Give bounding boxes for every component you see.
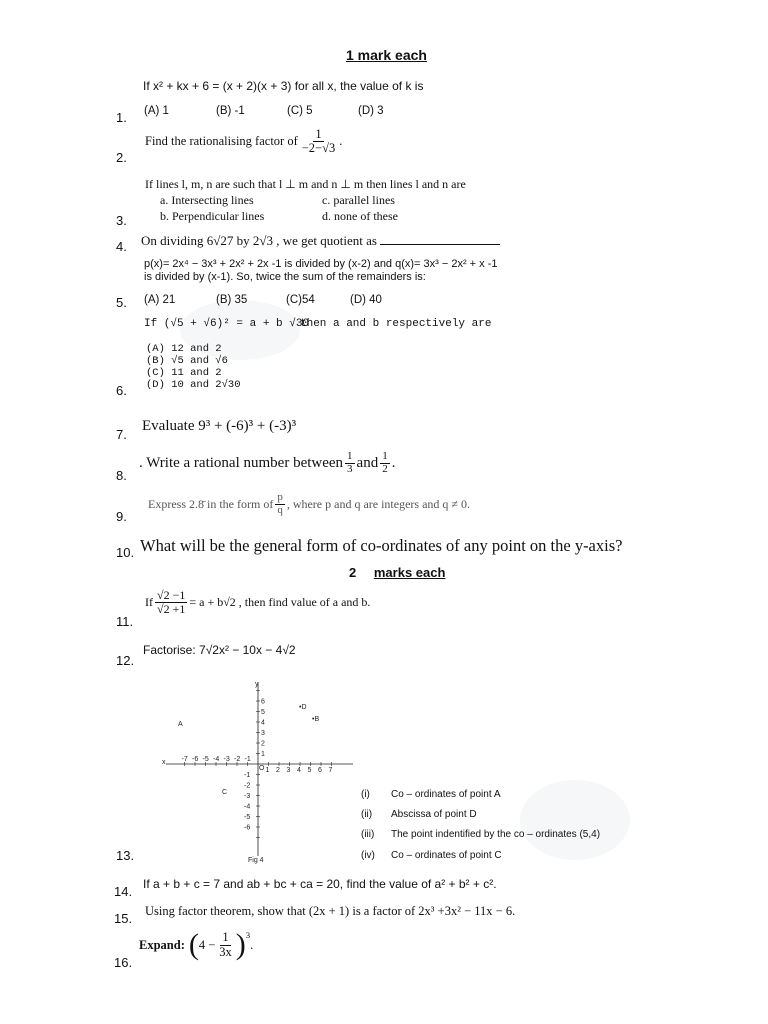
- q16-end: .: [250, 937, 254, 952]
- q9-text-end: , where p and q are integers and q ≠ 0.: [286, 496, 470, 511]
- x-axis-tick-label: -6: [192, 756, 199, 763]
- y-axis-tick-label: 1: [261, 751, 265, 758]
- q4-text: On dividing 6√27 by 2√3 , we get quotient as: [141, 233, 377, 248]
- question-number: 14.: [114, 884, 133, 899]
- q9-fraction-denominator: q: [277, 503, 283, 516]
- q13-part-3-roman: (iii): [361, 829, 375, 840]
- q9-stem: [148, 492, 470, 516]
- q8-fraction-1-numerator: 1: [347, 450, 353, 462]
- graph-point-d: •D: [299, 704, 307, 711]
- question-number: 7.: [116, 427, 127, 442]
- q6-stem-a: If (√5 + √6)² = a + b √30: [144, 318, 310, 330]
- y-axis-tick-label: -6: [244, 824, 251, 832]
- q6-stem-b: then a and b respectively are: [300, 318, 492, 330]
- q12-text: Factorise: 7√2x² − 10x − 4√2: [143, 643, 296, 657]
- q5-option-a: (A) 21: [144, 294, 176, 306]
- x-axis-tick-label: 7: [328, 767, 333, 774]
- x-axis-tick-label: -4: [213, 756, 220, 763]
- question-number: 10.: [116, 545, 135, 560]
- graph-point-a: A: [178, 721, 183, 728]
- q1-option-b: (B) -1: [216, 105, 245, 117]
- q2-fraction-numerator: 1: [315, 127, 322, 141]
- q13-part-1-text: Co – ordinates of point A: [391, 789, 501, 800]
- question-number: 11.: [116, 614, 134, 629]
- graph-point-b: •B: [312, 716, 320, 723]
- q6-option-a: (A) 12 and 2: [146, 343, 222, 355]
- y-axis-tick-label: 2: [261, 740, 265, 748]
- q3-stem: If lines l, m, n are such that l ⊥ m and n ⊥ m then lines l and n are: [145, 177, 466, 191]
- q8-fraction-2: [380, 451, 390, 475]
- q5-option-d: (D) 40: [350, 294, 382, 306]
- q13-part-1-roman: (i): [361, 789, 370, 800]
- q1-stem: If x² + kx + 6 = (x + 2)(x + 3) for all x, the value of k is: [143, 79, 424, 93]
- question-number: 13.: [116, 848, 135, 863]
- y-axis-tick-label: 5: [261, 709, 265, 716]
- q13-part-4-text: Co – ordinates of point C: [391, 850, 502, 861]
- question-number: 8.: [116, 468, 127, 483]
- q8-fraction-2-denominator: 2: [382, 462, 388, 475]
- q16-right-paren: ): [235, 928, 246, 961]
- section-header-two-marks: [349, 565, 445, 580]
- q2-stem: [145, 128, 342, 155]
- q8-fraction-2-numerator: 1: [382, 450, 388, 462]
- graph-origin-label: O: [259, 765, 265, 772]
- section-header-one-mark: 1 mark each: [346, 47, 427, 63]
- question-number: 2.: [116, 150, 127, 165]
- y-axis-tick-label: 4: [261, 719, 265, 727]
- q8-and: and: [356, 454, 379, 471]
- q7-text: Evaluate 9³ + (-6)³ + (-3)³: [142, 418, 297, 434]
- question-number: 4.: [116, 239, 127, 254]
- x-axis-tick-label: -2: [234, 756, 241, 763]
- y-axis-tick-label: 3: [261, 730, 265, 737]
- q2-fraction: [300, 128, 337, 155]
- q8-stem: [139, 451, 395, 475]
- q11-if: If: [145, 594, 153, 609]
- q16-fraction-denominator: 3x: [219, 944, 232, 959]
- q13-part-3-text: The point indentified by the co – ordinates (5,4): [391, 829, 601, 840]
- y-axis-tick-label: 6: [261, 698, 265, 706]
- q8-fraction-1: [345, 451, 355, 475]
- q15-text: Using factor theorem, show that (2x + 1) is a factor of 2x³ +3x² − 11x − 6.: [145, 904, 516, 918]
- q8-text: . Write a rational number between: [139, 454, 344, 471]
- y-axis-tick-label: -4: [244, 803, 251, 811]
- y-axis-tick-label: -2: [244, 782, 251, 790]
- q3-option-b: b. Perpendicular lines: [160, 209, 265, 223]
- question-number: 1.: [116, 110, 127, 125]
- question-number: 16.: [114, 955, 133, 970]
- q1-option-d: (D) 3: [358, 105, 384, 117]
- q11-text: = a + b√2 , then find value of a and b.: [189, 594, 371, 609]
- q13-part-4-roman: (iv): [361, 850, 375, 861]
- x-axis-tick-label: 6: [318, 767, 322, 774]
- q3-option-c: c. parallel lines: [322, 193, 395, 207]
- q3-option-d: d. none of these: [322, 209, 398, 223]
- x-axis-tick-label: 2: [276, 767, 280, 774]
- q6-option-b: (B) √5 and √6: [146, 355, 228, 367]
- question-number: 3.: [116, 213, 127, 228]
- q16-whole: 4 −: [198, 937, 216, 952]
- q11-fraction: [155, 589, 187, 615]
- q6-option-c: (C) 11 and 2: [146, 367, 222, 379]
- q1-option-a: (A) 1: [144, 105, 169, 117]
- watermark-blob: [520, 780, 630, 860]
- question-number: 6.: [116, 383, 127, 398]
- q9-fraction-numerator: p: [277, 491, 283, 503]
- q16-expand-label: Expand:: [139, 937, 185, 952]
- section-header-two-marks-prefix: 2: [349, 565, 357, 580]
- q5-option-c: (C)54: [286, 294, 315, 306]
- q16-fraction: [217, 931, 234, 958]
- section-header-two-marks-label: marks each: [373, 565, 446, 580]
- q6-option-d: (D) 10 and 2√30: [146, 379, 241, 391]
- x-axis-tick-label: 5: [307, 767, 312, 774]
- q11-fraction-denominator: √2 +1: [157, 601, 186, 616]
- q13-coordinate-graph: [158, 676, 358, 866]
- q14-text: If a + b + c = 7 and ab + bc + ca = 20, find the value of a² + b² + c².: [143, 877, 497, 891]
- q13-part-2-text: Abscissa of point D: [391, 809, 477, 820]
- q10-text: What will be the general form of co-ordinates of any point on the y-axis?: [140, 536, 623, 555]
- q5-line1: p(x)= 2x⁴ − 3x³ + 2x² + 2x -1 is divided by (x-2) and q(x)= 3x³ − 2x² + x -1: [144, 258, 498, 270]
- x-axis-tick-label: 3: [286, 767, 291, 774]
- q3-option-a: a. Intersecting lines: [160, 193, 254, 207]
- x-axis-tick-label: -3: [223, 756, 230, 763]
- q11-stem: [145, 589, 370, 615]
- q4-answer-blank[interactable]: [380, 232, 500, 245]
- q4-stem: [141, 232, 500, 249]
- question-number: 12.: [116, 653, 135, 668]
- x-axis-tick-label: -5: [202, 756, 209, 763]
- q2-end: .: [339, 134, 343, 149]
- q2-text: Find the rationalising factor of: [145, 134, 298, 149]
- question-number: 15.: [114, 911, 133, 926]
- q5-line2: is divided by (x-1). So, twice the sum of the remainders is:: [144, 271, 426, 283]
- q2-fraction-denominator: −2−√3: [301, 141, 336, 156]
- q8-fraction-1-denominator: 3: [347, 462, 353, 475]
- x-axis-tick-label: -7: [181, 756, 188, 763]
- graph-y-axis-label: y: [255, 681, 259, 688]
- question-number: 9.: [116, 509, 127, 524]
- y-axis-tick-label: -5: [244, 814, 251, 821]
- graph-figure-label: Fig 4: [248, 857, 264, 864]
- x-axis-tick-label: 4: [297, 767, 301, 774]
- question-number: 5.: [116, 295, 127, 310]
- q1-option-c: (C) 5: [287, 105, 313, 117]
- graph-point-c: C: [222, 789, 228, 796]
- q16-exponent: 3: [245, 930, 251, 940]
- q8-end: .: [391, 454, 396, 471]
- x-axis-tick-label: -1: [244, 756, 251, 763]
- y-axis-tick-label: -3: [244, 793, 251, 800]
- graph-x-axis-label: x: [162, 759, 166, 766]
- q16-fraction-numerator: 1: [222, 930, 229, 945]
- q16-stem: [139, 928, 253, 962]
- x-axis-tick-label: 1: [265, 767, 270, 774]
- y-axis-tick-label: -1: [244, 772, 251, 779]
- q11-fraction-numerator: √2 −1: [157, 588, 186, 602]
- q13-part-2-roman: (ii): [361, 809, 373, 820]
- q9-text: Express 2.8̄ in the form of: [148, 496, 274, 511]
- q5-option-b: (B) 35: [216, 294, 248, 306]
- q16-left-paren: (: [188, 928, 199, 961]
- q9-fraction: [275, 492, 285, 516]
